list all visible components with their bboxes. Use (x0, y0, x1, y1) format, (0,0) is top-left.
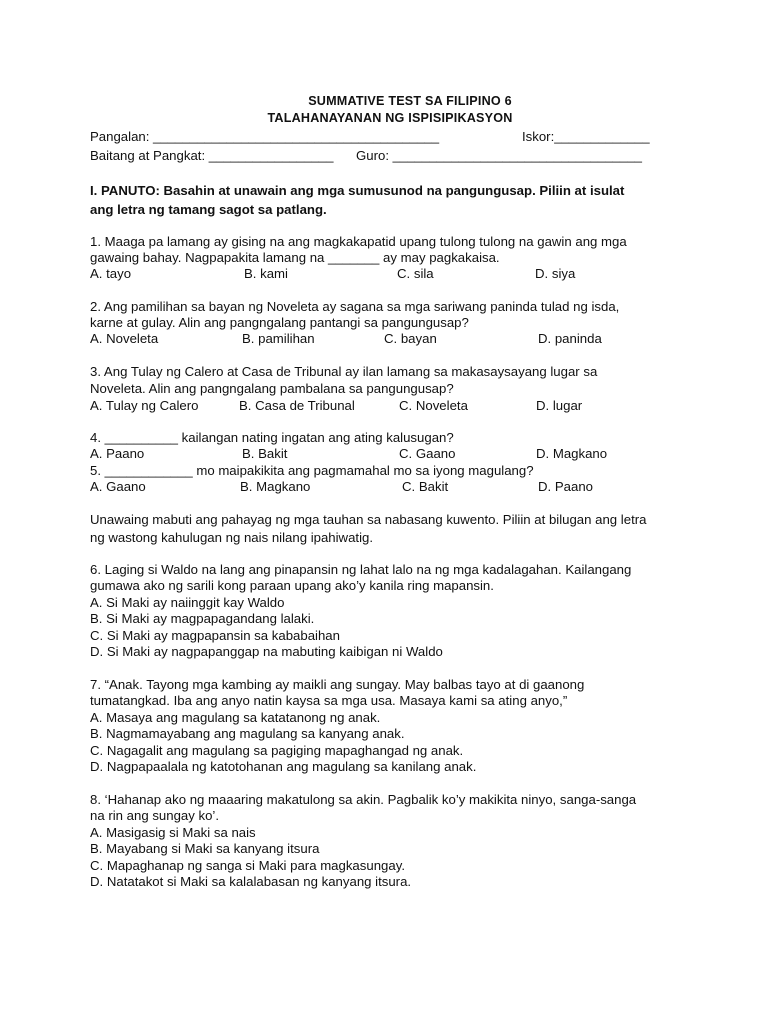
choice-a: A. tayo (90, 266, 132, 281)
instruction-2-line-2: ng wastong kahulugan ng nais nilang ipahiwatig. (90, 530, 374, 545)
choice-b: B. Bakit (242, 446, 288, 461)
choice-d: D. lugar (536, 398, 583, 413)
test-title: SUMMATIVE TEST SA FILIPINO 6 (308, 94, 512, 108)
test-subtitle: TALAHANAYANAN NG ISPISIPIKASYON (267, 111, 513, 125)
question-2-choices (90, 331, 690, 348)
option-b: B. Mayabang si Maki sa kanyang itsura (90, 841, 320, 857)
option-a: A. Masigasig si Maki sa nais (90, 824, 256, 840)
choice-a: A. Noveleta (90, 331, 159, 346)
choice-d: D. paninda (538, 331, 602, 346)
question-7-line-2: tumatangkad. Iba ang anyo natin kaysa sa mga usa. Masaya kami sa ating anyo,” (90, 693, 568, 709)
score-line: Iskor:_____________ (522, 129, 650, 144)
question-4-choices (90, 446, 690, 463)
option-a: A. Si Maki ay naiinggit kay Waldo (90, 594, 285, 610)
instruction-1-line-2: ang letra ng tamang sagot sa patlang. (90, 202, 327, 217)
option-a: A. Masaya ang magulang sa katatanong ng anak. (90, 709, 381, 725)
choice-a: A. Paano (90, 446, 145, 461)
option-b: B. Nagmamayabang ang magulang sa kanyang anak. (90, 726, 405, 742)
choice-c: C. Noveleta (399, 398, 468, 413)
question-7 (90, 677, 690, 775)
question-5-choices (90, 479, 690, 496)
question-7-line-1: 7. “Anak. Tayong mga kambing ay maikli ang sungay. May balbas tayo at di gaanong (90, 677, 585, 692)
question-2-line-2: karne at gulay. Alin ang pangngalang pantangi sa pangungusap? (90, 315, 469, 330)
choice-b: B. kami (244, 266, 288, 281)
question-3-choices (90, 398, 690, 415)
choice-c: C. Gaano (399, 446, 456, 461)
question-8 (90, 792, 690, 890)
choice-d: D. Paano (538, 479, 593, 494)
option-d: D. Natatakot si Maki sa kalalabasan ng kanyang itsura. (90, 874, 412, 890)
question-5-line-1: 5. ____________ mo maipakikita ang pagmamahal mo sa iyong magulang? (90, 463, 534, 478)
choice-b: B. pamilihan (242, 331, 315, 346)
choice-c: C. bayan (384, 331, 437, 346)
question-2-line-1: 2. Ang pamilihan sa bayan ng Noveleta ay sagana sa mga sariwang paninda tulad ng isda, (90, 299, 620, 314)
question-8-line-2: na rin ang sungay ko’. (90, 808, 220, 824)
instruction-1-line-1: I. PANUTO: Basahin at unawain ang mga sumusunod na pangungusap. Piliin at isulat (90, 183, 625, 198)
question-1-line-2: gawaing bahay. Nagpapakita lamang na _______ ay may pagkakaisa. (90, 250, 500, 265)
choice-b: B. Magkano (240, 479, 311, 494)
option-c: C. Mapaghanap ng sanga si Maki para magkasungay. (90, 857, 405, 873)
option-d: D. Nagpapaalala ng katotohanan ang magulang sa kanilang anak. (90, 759, 477, 775)
option-b: B. Si Maki ay magpapagandang lalaki. (90, 611, 315, 627)
question-6-line-1: 6. Laging si Waldo na lang ang pinapansin ng lahat lalo na ng mga kadalagahan. Kailangang (90, 562, 632, 577)
question-4-line-1: 4. __________ kailangan nating ingatan ang ating kalusugan? (90, 430, 454, 445)
question-8-line-1: 8. ‘Hahanap ako ng maaaring makatulong sa akin. Pagbalik ko’y makikita ninyo, sanga-sanga (90, 792, 637, 807)
choice-a: A. Tulay ng Calero (90, 398, 199, 413)
question-3-line-2: Noveleta. Alin ang pangngalang pambalana sa pangungusap? (90, 381, 454, 396)
option-c: C. Nagagalit ang magulang sa pagiging mapaghangad ng anak. (90, 742, 464, 758)
question-6-line-2: gumawa ako ng sarili kong paraan upang ako’y kanila ring mapansin. (90, 578, 494, 594)
choice-a: A. Gaano (90, 479, 146, 494)
question-3-line-1: 3. Ang Tulay ng Calero at Casa de Tribunal ay ilan lamang sa makasaysayang lugar sa (90, 364, 598, 379)
choice-c: C. Bakit (402, 479, 449, 494)
teacher-line: Guro: __________________________________ (356, 148, 643, 163)
name-line: Pangalan: _______________________________________ (90, 129, 440, 144)
question-1-line-1: 1. Maaga pa lamang ay gising na ang magkakapatid upang tulong tulong na gawin ang mga (90, 234, 627, 249)
choice-d: D. siya (535, 266, 576, 281)
choice-c: C. sila (397, 266, 434, 281)
choice-b: B. Casa de Tribunal (239, 398, 355, 413)
choice-d: D. Magkano (536, 446, 608, 461)
option-c: C. Si Maki ay magpapansin sa kababaihan (90, 627, 340, 643)
question-6 (90, 562, 690, 660)
instruction-2-line-1: Unawaing mabuti ang pahayag ng mga tauhan sa nabasang kuwento. Piliin at bilugan ang letra (90, 512, 647, 527)
grade-line: Baitang at Pangkat: _________________ (90, 148, 334, 163)
option-d: D. Si Maki ay nagpapanggap na mabuting kaibigan ni Waldo (90, 644, 443, 660)
question-1-choices (90, 266, 690, 283)
